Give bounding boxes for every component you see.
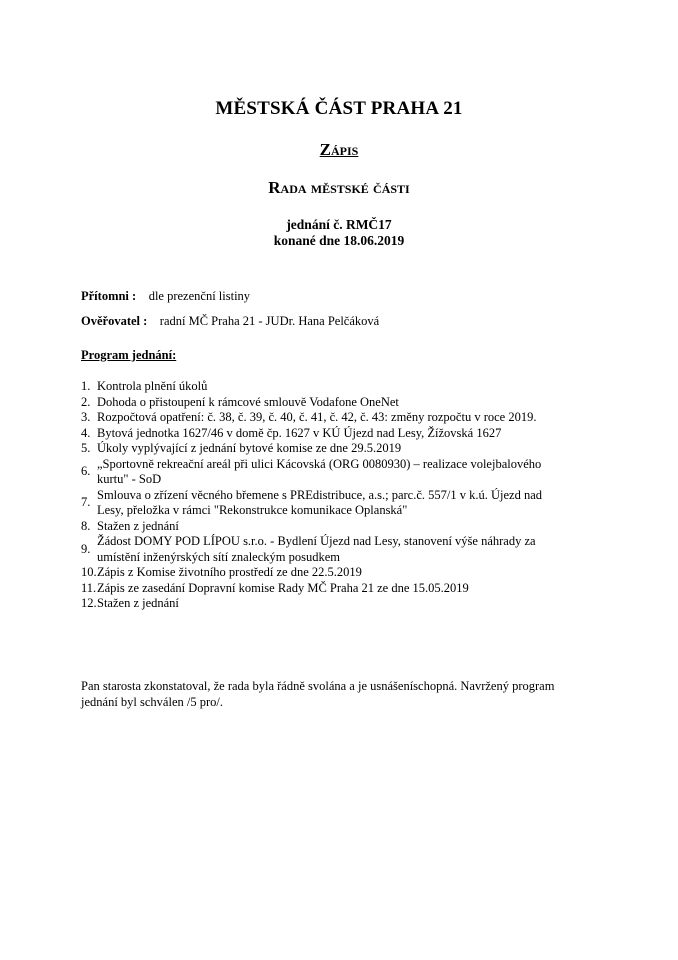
list-item-number: 3.: [81, 410, 91, 424]
body-heading: Rada městské části: [268, 178, 410, 197]
document-type-heading: Zápis: [319, 140, 359, 159]
list-item-number: 7.: [81, 495, 91, 510]
list-item: [81, 457, 561, 488]
list-item-text: Dohoda o přistoupení k rámcové smlouvě Vodafone OneNet: [97, 394, 399, 409]
list-item-number: 4.: [81, 425, 91, 440]
list-item: [81, 379, 561, 395]
list-item: [81, 534, 561, 565]
list-item-text: Zápis ze zasedání Dopravní komise Rady MČ Praha 21 ze dne 15.05.2019: [97, 580, 469, 595]
list-item-text: Úkoly vyplývající z jednání bytové komise ze dne 29.5.2019: [97, 441, 402, 455]
list-item: [81, 426, 561, 442]
meeting-info: [0, 217, 678, 249]
list-item-number: 2.: [81, 394, 91, 409]
present-label: Přítomni :: [81, 289, 137, 303]
present-value: dle prezenční listiny: [148, 289, 251, 303]
list-item-number: 6.: [81, 464, 91, 479]
list-item-text: „Sportovně rekreační areál při ulici Kácovská (ORG 0080930) – realizace volejbalového kurtu" - SoD: [97, 456, 542, 486]
meeting-number: jednání č. RMČ17: [286, 217, 392, 232]
list-item-number: 9.: [81, 541, 91, 556]
verifier-value: radní MČ Praha 21 - JUDr. Hana Pelčáková: [159, 314, 380, 328]
list-item-number: 12.: [81, 596, 97, 610]
present-line: [81, 289, 250, 304]
closing-paragraph: Pan starosta zkonstatoval, že rada byla řádně svolána a je usnášeníschopná. Navržený program jednání byl schválen /5 pro/.: [81, 679, 555, 709]
verifier-line: [81, 314, 379, 329]
organization-heading: MĚSTSKÁ ČÁST PRAHA 21: [215, 98, 463, 119]
verifier-label: Ověřovatel :: [81, 314, 148, 328]
list-item: [81, 488, 561, 519]
list-item-number: 10.: [81, 565, 97, 579]
list-item: [81, 441, 561, 457]
list-item: [81, 519, 561, 535]
list-item-text: Žádost DOMY POD LÍPOU s.r.o. - Bydlení Újezd nad Lesy, stanovení výše náhrady za umístění inženýrských sítí znaleckým posudkem: [97, 534, 536, 564]
list-item: [81, 565, 561, 581]
list-item: [81, 410, 561, 426]
list-item-text: Smlouva o zřízení věcného břemene s PREdistribuce, a.s.; parc.č. 557/1 v k.ú. Újezd nad Lesy, přeložka v rámci "Rekonstrukce komunikace Oplanská": [97, 487, 543, 517]
list-item-text: Kontrola plnění úkolů: [97, 379, 208, 393]
list-item-number: 1.: [81, 379, 91, 393]
list-item: [81, 581, 561, 597]
list-item-text: Rozpočtová opatření: č. 38, č. 39, č. 40, č. 41, č. 42, č. 43: změny rozpočtu v roce 2019.: [97, 410, 537, 424]
list-item-number: 5.: [81, 441, 91, 455]
list-item-text: Bytová jednotka 1627/46 v domě čp. 1627 v KÚ Újezd nad Lesy, Žížovská 1627: [97, 425, 502, 440]
program-list: [81, 379, 561, 612]
list-item: [81, 596, 561, 612]
list-item-number: 8.: [81, 518, 91, 533]
meeting-date: konané dne 18.06.2019: [273, 233, 405, 248]
list-item-text: Stažen z jednání: [97, 596, 179, 610]
program-title: Program jednání:: [81, 348, 177, 362]
list-item-text: Stažen z jednání: [97, 518, 179, 533]
list-item-number: 11.: [81, 580, 97, 595]
list-item-text: Zápis z Komise životního prostředí ze dne 22.5.2019: [97, 565, 362, 579]
list-item: [81, 395, 561, 411]
